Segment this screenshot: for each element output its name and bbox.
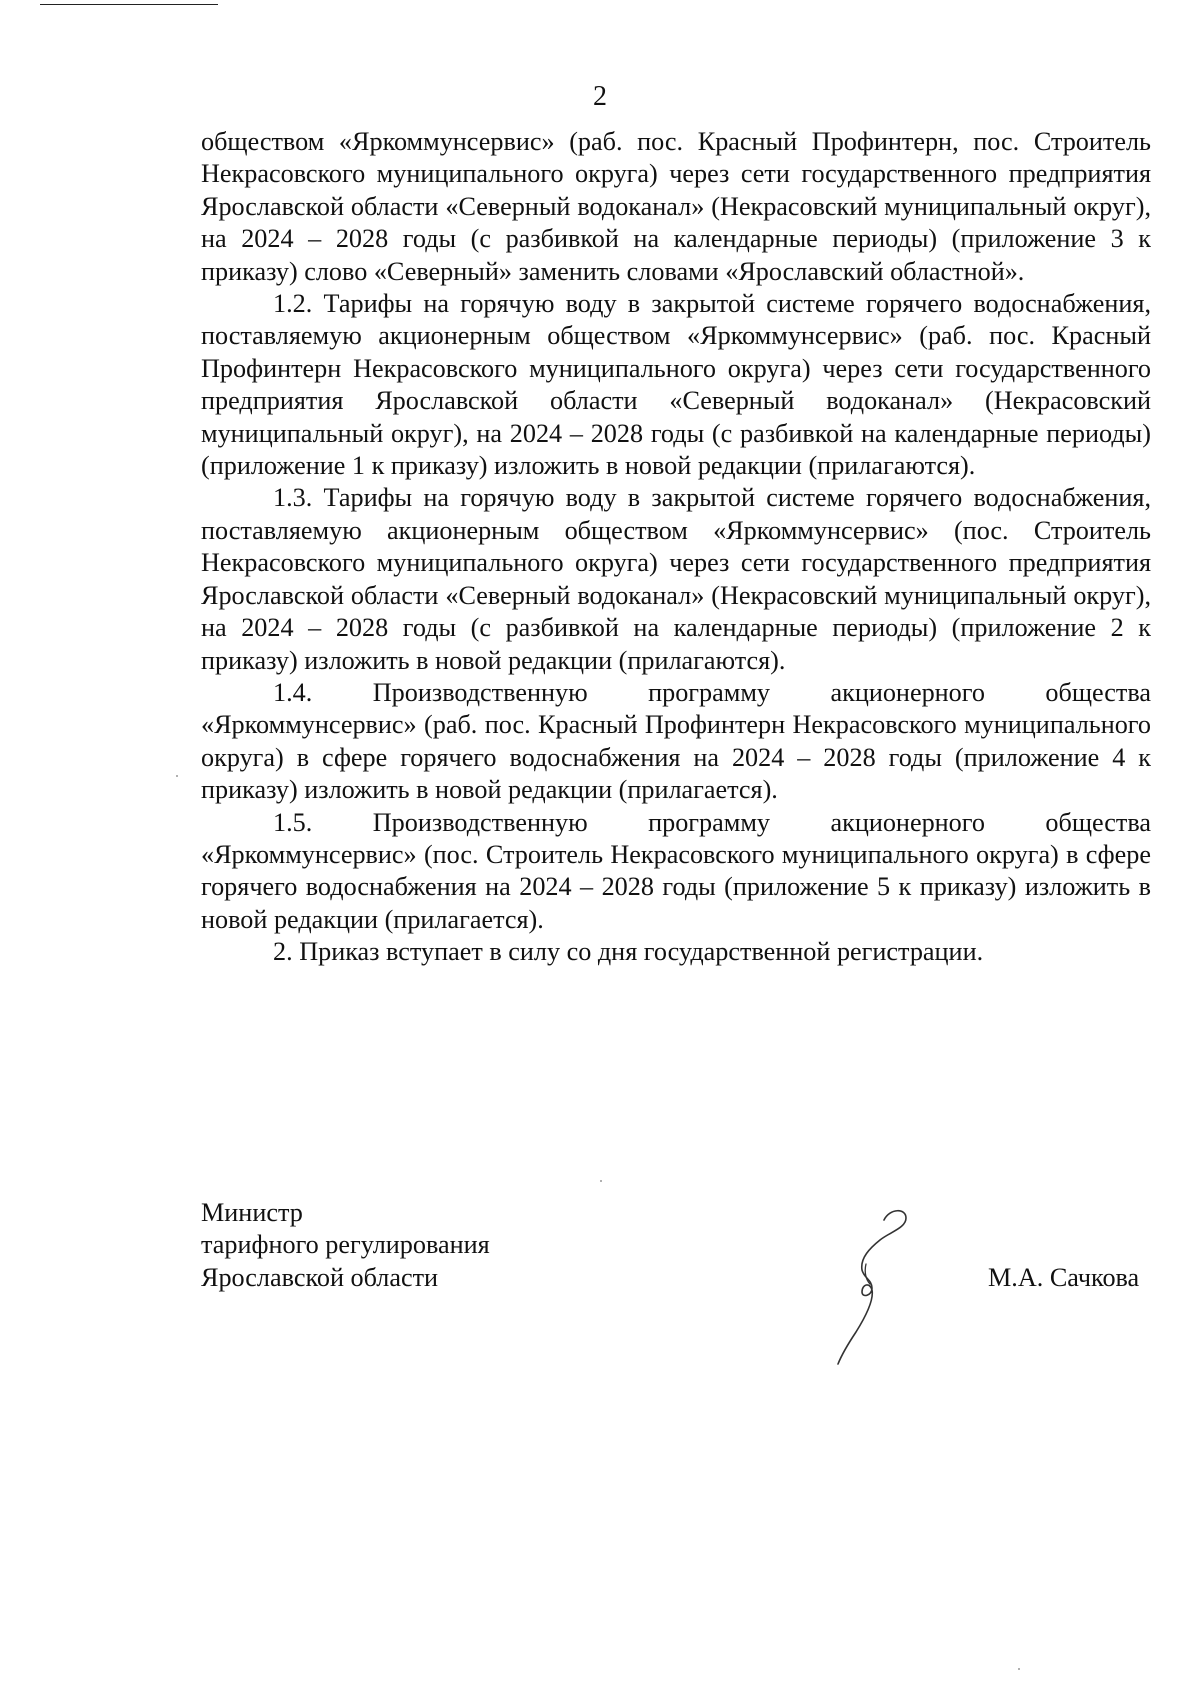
- paragraph-1-3: 1.3. Тарифы на горячую воду в закрытой системе горячего водоснабжения, поставляемую акционерным обществом «Яркоммунсервис» (пос. Строитель Некрасовского муниципального округа) через сети государственного предприятия Ярославской области «Северный водоканал» (Некрасовский муниципальный округ), на 2024 – 2028 годы (с разбивкой на календарные периоды) (приложение 2 к приказу) изложить в новой редакции (прилагаются).: [201, 483, 1151, 675]
- top-rule: [40, 4, 218, 5]
- paragraph-1-2: 1.2. Тарифы на горячую воду в закрытой системе горячего водоснабжения, поставляемую акционерным обществом «Яркоммунсервис» (раб. пос. Красный Профинтерн Некрасовского муниципального округа) через сети государственного предприятия Ярославской области «Северный водоканал» (Некрасовский муниципальный округ), на 2024 – 2028 годы (с разбивкой на календарные периоды) (приложение 1 к приказу) изложить в новой редакции (прилагаются).: [201, 289, 1151, 481]
- scan-speck: [600, 1180, 602, 1182]
- scan-speck: [176, 775, 178, 777]
- signer-name: М.А. Сачкова: [988, 1263, 1140, 1292]
- signatory-title-line: тарифного регулирования: [201, 1230, 490, 1260]
- document-body: [201, 126, 1151, 969]
- paragraph-1-5: 1.5. Производственную программу акционерного общества «Яркоммунсервис» (пос. Строитель Некрасовского муниципального округа) в сфере горячего водоснабжения на 2024 – 2028 годы (приложение 5 к приказу) изложить в новой редакции (прилагается).: [201, 807, 1151, 934]
- page-number: 2: [593, 81, 607, 112]
- signatory-title-line: Министр: [201, 1198, 303, 1227]
- signatory-title-line: Ярославской области: [201, 1262, 439, 1292]
- scan-speck: [1018, 1668, 1020, 1670]
- signatory-title: [201, 1197, 490, 1294]
- handwritten-signature: [820, 1200, 940, 1370]
- paragraph-2: 2. Приказ вступает в силу со дня государственной регистрации.: [273, 937, 984, 967]
- paragraph-1-4: 1.4. Производственную программу акционерного общества «Яркоммунсервис» (раб. пос. Красный Профинтерн Некрасовского муниципального округа) в сфере горячего водоснабжения на 2024 – 2028 годы (приложение 4 к приказу) изложить в новой редакции (прилагается).: [201, 677, 1151, 805]
- paragraph-continuation: обществом «Яркоммунсервис» (раб. пос. Красный Профинтерн, пос. Строитель Некрасовского муниципального округа) через сети государственного предприятия Ярославской области «Северный водоканал» (Некрасовский муниципальный округ), на 2024 – 2028 годы (с разбивкой на календарные периоды) (приложение 3 к приказу) слово «Северный» заменить словами «Ярославский областной».: [201, 127, 1151, 286]
